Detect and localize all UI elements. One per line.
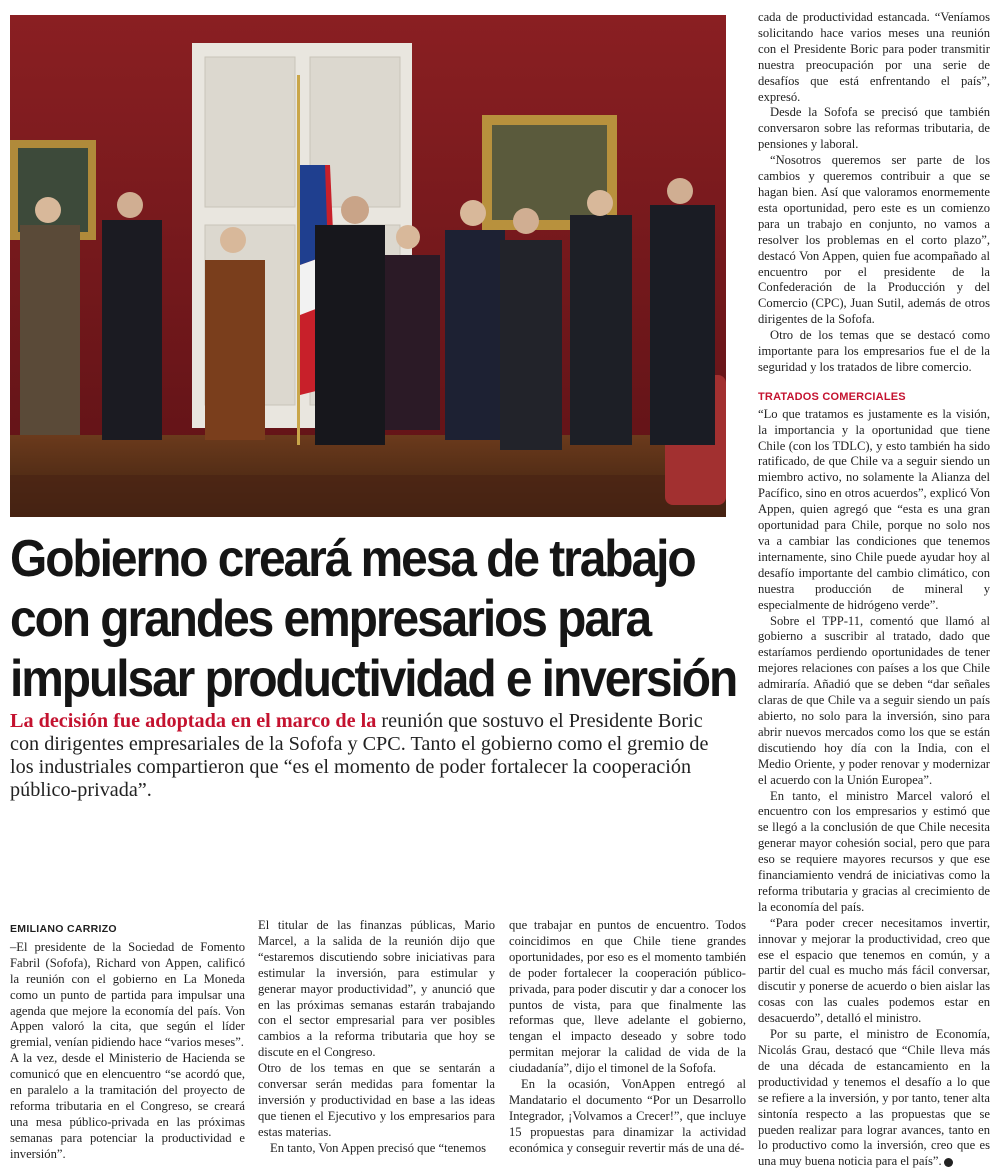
paragraph: En tanto, el ministro Marcel valoró el encuentro con los empresarios y estimó que se llegó a la conclusión de que Chile necesita generar mayor cohesión social, pero que para eso se requiere mayores recursos y que ese financiamiento vendrá de iniciativas como la reforma tributaria y gracias al crecimiento de la economía del país. bbox=[758, 788, 990, 914]
article-column-1 bbox=[10, 922, 245, 1163]
lead-text: reunión que sostuvo el Presidente Boric con dirigentes empresariales de la Sofofa y CPC. Tanto el gobierno como el gremio de los industriales compartieron que “es el momento de poder fortalecer la cooperación público-privada”. bbox=[10, 710, 709, 801]
article-column-3 bbox=[509, 918, 746, 1157]
paragraph: En tanto, Von Appen precisó que “tenemos bbox=[270, 1140, 487, 1155]
paragraph-text: Por su parte, el ministro de Economía, Nicolás Grau, destacó que “Chile lleva más de una década de estancamiento en la productividad y tenemos el desafío a lo que se refiere a la inversión, y por tanto, tener alta sintonía respecto a las propuestas que se pueden realizar para lograr avances, tanto en lo productivo como la inversión, creo que es una muy buena noticia para el país”. bbox=[758, 1027, 990, 1169]
lead-paragraph bbox=[10, 710, 726, 802]
paragraph: Otro de los temas en que se sentarán a conversar serán medidas para fomentar la inversión y productividad en base a las ideas que tienen el Ejecutivo y los empresarios para estas materias. bbox=[258, 1061, 495, 1139]
headline-line-1: Gobierno creará mesa de trabajo bbox=[10, 529, 695, 587]
article-column-4 bbox=[758, 10, 990, 1170]
paragraph: que trabajar en puntos de encuentro. Todos coincidimos en que Chile tiene grandes oportunidades, por eso es el momento también de poder fortalecer la cooperación público-privada, para poder discutir y dar a conocer los puntos de vista, para que finalmente las reformas que, lleve adelante el gobierno, tengan el impacto deseado y sobre todo permitan mejorar la calidad de vida de la ciudadanía”, dijo el timonel de la Sofofa. bbox=[509, 918, 746, 1076]
press-photo-illustration bbox=[10, 15, 726, 517]
byline: EMILIANO CARRIZO bbox=[10, 923, 117, 935]
paragraph: Otro de los temas que se destacó como importante para los empresarios fue el de la seguridad y los tratados de libre comercio. bbox=[758, 328, 990, 374]
lead-highlight: La decisión fue adoptada en el marco de la bbox=[10, 710, 377, 732]
headline-line-3: impulsar productividad e inversión bbox=[10, 649, 737, 707]
paragraph: A la vez, desde el Ministerio de Hacienda se comunicó que en elencuentro “se acordó que, en paralelo a la tramitación del proyecto de reforma tributaria en el Congreso, se creará una mesa público-privada en las próximas semanas para potenciar la productividad e inversión”. bbox=[10, 1051, 245, 1161]
article-column-2 bbox=[258, 918, 495, 1157]
paragraph bbox=[758, 1027, 990, 1170]
headline bbox=[10, 528, 737, 708]
end-mark-icon bbox=[944, 1158, 953, 1167]
paragraph: El titular de las finanzas públicas, Mario Marcel, a la salida de la reunión dijo que “estaremos discutiendo sobre iniciativas para estimular la inversión, para estimular y generar mayor productividad”, y anunció que en las próximas semanas estarán trabajando con el sector empresarial para ver posibles cambios a la reforma tributaria que hoy se discute en el Congreso. bbox=[258, 918, 495, 1060]
article-photo bbox=[10, 15, 726, 517]
headline-line-2: con grandes empresarios para bbox=[10, 589, 651, 647]
paragraph: En la ocasión, VonAppen entregó al Mandatario el documento “Por un Desarrollo Integrador, ¡Volvamos a Crecer!”, que incluye 15 propuestas para dinamizar la actividad económica y conseguir revertir más de una dé- bbox=[509, 1077, 746, 1155]
paragraph: “Nosotros queremos ser parte de los cambios y queremos contribuir a que se hagan bien. Así que valoramos enormemente esta oportunidad, pero este es un comienzo para un trabajo en conjunto, no vamos a resolver los problemas en el corto plazo”, destacó Von Appen, quien fue acompañado al encuentro por el presidente de la Confederación de la Producción y del Comercio (CPC), Juan Sutil, además de otros dirigentes de la Sofofa. bbox=[758, 153, 990, 327]
paragraph: “Para poder crecer necesitamos invertir, innovar y mejorar la productividad, creo que ese el espacio que tenemos en común, y a partir del cual es mucho más fácil conversar, discutir y ponerse de acuerdo o bien aislar las cosas con las cuales podemos estar en desacuerdo”, detalló el ministro. bbox=[758, 915, 990, 1026]
paragraph: Desde la Sofofa se precisó que también conversaron sobre las reformas tributaria, de pensiones y laboral. bbox=[758, 105, 990, 152]
paragraph: Sobre el TPP-11, comentó que llamó al gobierno a suscribir al tratado, dado que estaríamos perdiendo oportunidades de tener mejores relaciones con países a los que Chile admiraría. Añadió que se deben “dar señales claras de que Chile va a seguir siendo un país abierto, no solo para la inversión, sino para abrir nuevos mercados como los que se están discutiendo hoy día con la India, con el Medio Oriente, y poder renovar y modernizar el acuerdo con la Unión Europea”. bbox=[758, 613, 990, 787]
paragraph: –El presidente de la Sociedad de Fomento Fabril (Sofofa), Richard von Appen, calificó la reunión con el gobierno en La Moneda como un punto de partida para impulsar una agenda que mejore la economía del país. Von Appen valoró la cita, que según el líder gremial, venían pidiendo hace “varios meses”. bbox=[10, 939, 245, 1050]
paragraph: cada de productividad estancada. “Veníamos solicitando hace varios meses una reunión con el Presidente Boric para poder transmitir nuestra preocupación por una serie de desafíos que está enfrentando el país”, expresó. bbox=[758, 10, 990, 104]
paragraph: “Lo que tratamos es justamente es la visión, la importancia y la oportunidad que tiene Chile (con los TDLC), y esto también ha sido ratificado, de que Chile va a seguir siendo un miembro activo, no solamente la Alianza del Pacífico, sino en otros acuerdos”, explicó Von Appen, quien agregó que “esta es una gran oportunidad para Chile, porque no solo nos va a cambiar las condiciones que tenemos internamente, sino Chile puede ayudar hoy al desafío importante del cambio climático, con nuestra producción de mineral y especialmente de hidrógeno verde”. bbox=[758, 406, 990, 612]
section-subhead: TRATADOS COMERCIALES bbox=[758, 390, 906, 403]
